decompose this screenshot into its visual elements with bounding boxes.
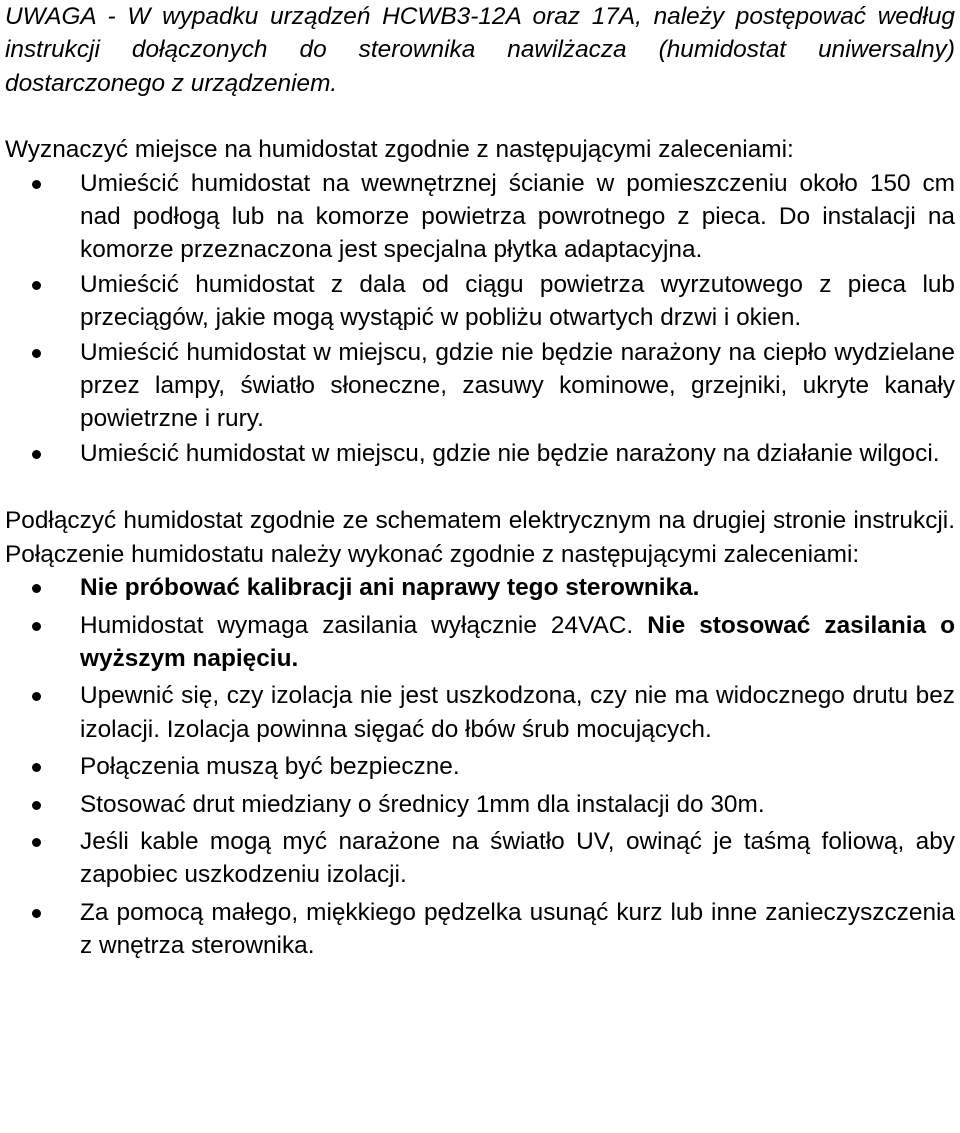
list-item-text: Nie próbować kalibracji ani naprawy tego sterownika.: [80, 574, 700, 602]
bullet-icon: [32, 281, 41, 290]
list-item: [5, 268, 955, 335]
section-gap: [5, 471, 955, 504]
list-item: [5, 825, 955, 892]
bullet-icon: [32, 692, 41, 701]
bullet-icon: [32, 909, 41, 918]
bullet-icon: [32, 801, 41, 810]
list-item-text: Stosować drut miedziany o średnicy 1mm dla instalacji do 30m.: [80, 790, 765, 818]
bullet-icon: [32, 622, 41, 631]
list-item: [5, 336, 955, 436]
placement-intro: Wyznaczyć miejsce na humidostat zgodnie z następującymi zaleceniami:: [5, 136, 794, 164]
list-item-text: Połączenia muszą być bezpieczne.: [80, 753, 460, 781]
list-item: [5, 609, 955, 676]
list-item-text: Umieścić humidostat na wewnętrznej ścianie w pomieszczeniu około 150 cm nad podłogą lub na komorze powietrza powrotnego z pieca. Do instalacji na komorze przeznaczona jest specjalna płytka adaptacyjna.: [80, 169, 955, 264]
list-item-text: Humidostat wymaga zasilania wyłącznie 24VAC.: [80, 611, 634, 639]
list-item: [5, 750, 955, 783]
list-item-text: Umieścić humidostat w miejscu, gdzie nie będzie narażony na ciepło wydzielane przez lampy, światło słoneczne, zasuwy kominowe, grzejniki, ukryte kanały powietrzne i rury.: [80, 338, 955, 433]
bullet-icon: [32, 349, 41, 358]
list-item: [5, 437, 955, 470]
list-item-text: Upewnić się, czy izolacja nie jest uszkodzona, czy nie ma widocznego drutu bez izolacji. Izolacja powinna sięgać do łbów śrub mocujących.: [80, 682, 955, 743]
bullet-icon: [32, 584, 41, 593]
list-item: [5, 679, 955, 746]
list-item: [5, 896, 955, 963]
list-item-text: Umieścić humidostat z dala od ciągu powietrza wyrzutowego z pieca lub przeciągów, jakie mogą wystąpić w pobliżu otwartych drzwi i okien.: [80, 270, 955, 332]
list-item: [5, 788, 955, 821]
list-item-bold-text: Nie stosować zasilania o wyższym napięciu.: [80, 611, 955, 672]
list-item: [5, 571, 955, 604]
bullet-icon: [32, 180, 41, 189]
list-item-text: Umieścić humidostat w miejscu, gdzie nie będzie narażony na działanie wilgoci.: [80, 439, 940, 467]
instruction-page: [5, 0, 955, 967]
placement-list: [5, 167, 955, 471]
list-item-text: Za pomocą małego, miękkiego pędzelka usunąć kurz lub inne zanieczyszczenia z wnętrza sterownika.: [80, 898, 955, 960]
list-item: [5, 167, 955, 267]
bullet-icon: [32, 763, 41, 772]
bullet-icon: [32, 838, 41, 847]
connection-list: [5, 571, 955, 962]
connection-intro: Podłączyć humidostat zgodnie ze schematem elektrycznym na drugiej stronie instrukcji. Połączenie humidostatu należy wykonać zgodnie z następującymi zaleceniami:: [5, 507, 955, 568]
bullet-icon: [32, 450, 41, 459]
section-gap: [5, 100, 955, 133]
list-item-text: Jeśli kable mogą myć narażone na światło UV, owinąć je taśmą foliową, aby zapobiec uszkodzeniu izolacji.: [80, 827, 955, 889]
warning-paragraph: UWAGA - W wypadku urządzeń HCWB3-12A oraz 17A, należy postępować według instrukcji dołączonych do sterownika nawilżacza (humidostat uniwersalny) dostarczonego z urządzeniem.: [5, 3, 955, 97]
